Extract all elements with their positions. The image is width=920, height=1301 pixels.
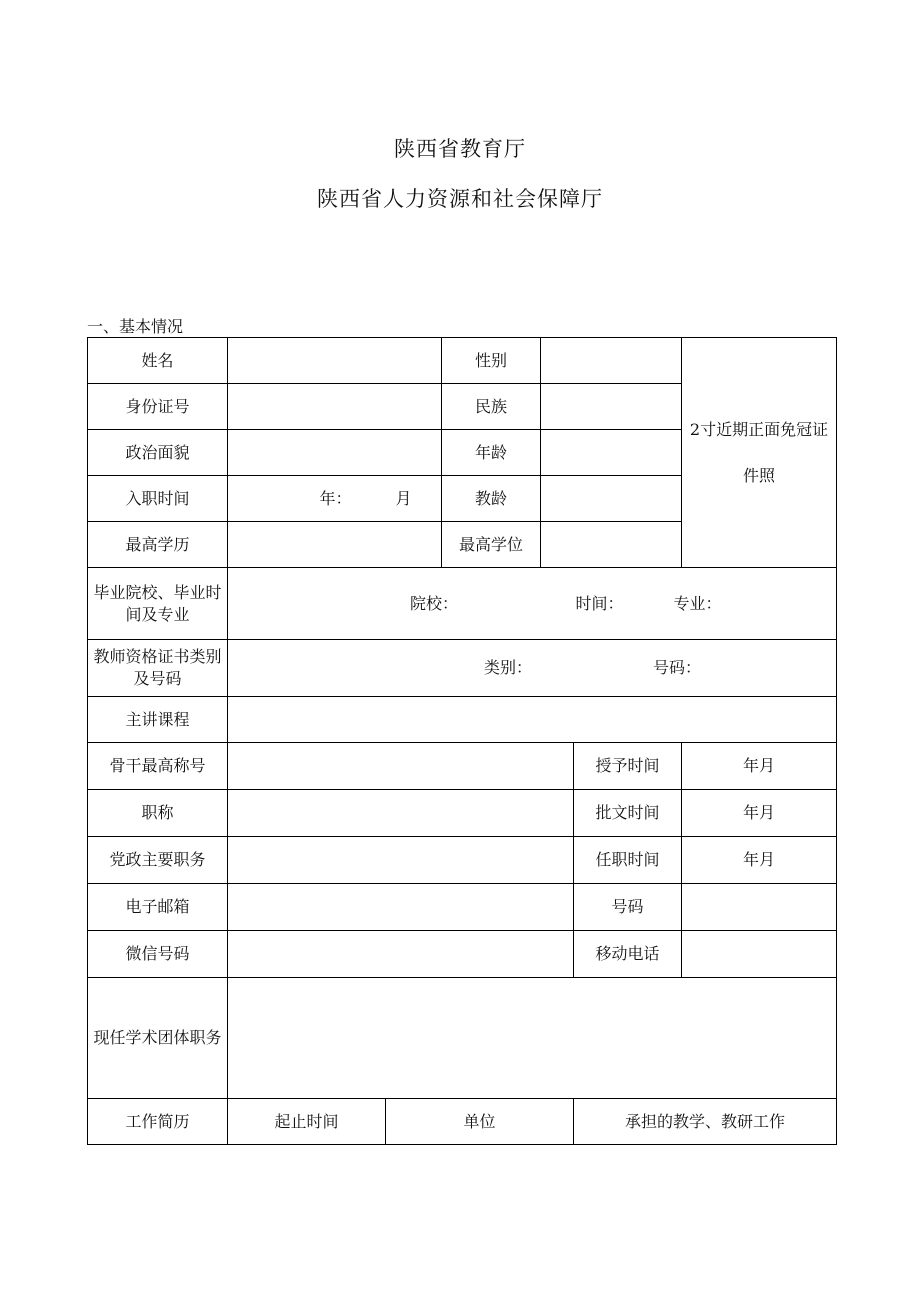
professional-title-field[interactable]: [228, 790, 574, 837]
label-backbone-title: 骨干最高称号: [88, 743, 228, 790]
issuer-title-education: 陕西省教育厅: [394, 137, 526, 161]
grant-time-field[interactable]: 年月: [682, 743, 837, 790]
year-unit: 年：: [319, 488, 352, 508]
photo-note: 2寸近期正面免冠证件照: [689, 419, 829, 485]
hire-date-field[interactable]: [228, 476, 442, 522]
academic-positions-field[interactable]: [228, 978, 837, 1099]
age-field[interactable]: [541, 430, 682, 476]
label-number: 号码: [574, 884, 682, 931]
label-academic-positions: 现任学术团体职务: [88, 978, 228, 1099]
basic-info-table: [87, 337, 837, 1145]
teaching-years-field[interactable]: [541, 476, 682, 522]
graduation-field[interactable]: [228, 568, 837, 640]
label-ethnicity: 民族: [442, 384, 541, 430]
label-work-history: 工作简历: [88, 1099, 228, 1145]
label-highest-education: 最高学历: [88, 522, 228, 568]
teacher-certificate-field[interactable]: [228, 640, 837, 697]
header-unit: 单位: [386, 1099, 574, 1145]
gender-field[interactable]: [541, 338, 682, 384]
label-political-status: 政治面貌: [88, 430, 228, 476]
label-name: 姓名: [88, 338, 228, 384]
time-label: 时间：: [575, 593, 624, 613]
label-approval-time: 批文时间: [574, 790, 682, 837]
party-position-field[interactable]: [228, 837, 574, 884]
label-teacher-certificate: 教师资格证书类别及号码: [88, 640, 228, 697]
label-email: 电子邮箱: [88, 884, 228, 931]
label-teaching-years: 教龄: [442, 476, 541, 522]
backbone-title-field[interactable]: [228, 743, 574, 790]
label-professional-title: 职称: [88, 790, 228, 837]
highest-degree-field[interactable]: [541, 522, 682, 568]
header-period: 起止时间: [228, 1099, 386, 1145]
issuer-title-hrss: 陕西省人力资源和社会保障厅: [317, 187, 603, 211]
main-courses-field[interactable]: [228, 697, 837, 743]
id-number-field[interactable]: [228, 384, 442, 430]
month-unit: 月: [395, 488, 412, 508]
mobile-field[interactable]: [682, 931, 837, 978]
section-title: 一、基本情况: [87, 317, 184, 336]
label-party-position: 党政主要职务: [88, 837, 228, 884]
number-field[interactable]: [682, 884, 837, 931]
label-grant-time: 授予时间: [574, 743, 682, 790]
label-id-number: 身份证号: [88, 384, 228, 430]
email-field[interactable]: [228, 884, 574, 931]
photo-box[interactable]: [682, 338, 837, 568]
label-graduation: 毕业院校、毕业时间及专业: [88, 568, 228, 640]
political-status-field[interactable]: [228, 430, 442, 476]
label-hire-date: 入职时间: [88, 476, 228, 522]
school-label: 院校：: [409, 593, 458, 613]
major-label: 专业：: [673, 593, 722, 613]
label-gender: 性别: [442, 338, 541, 384]
label-main-courses: 主讲课程: [88, 697, 228, 743]
name-field[interactable]: [228, 338, 442, 384]
number-label: 号码：: [652, 658, 701, 677]
ethnicity-field[interactable]: [541, 384, 682, 430]
label-mobile: 移动电话: [574, 931, 682, 978]
category-label: 类别：: [483, 658, 532, 677]
approval-time-field[interactable]: 年月: [682, 790, 837, 837]
label-appointment-time: 任职时间: [574, 837, 682, 884]
label-wechat: 微信号码: [88, 931, 228, 978]
label-highest-degree: 最高学位: [442, 522, 541, 568]
highest-education-field[interactable]: [228, 522, 442, 568]
appointment-time-field[interactable]: 年月: [682, 837, 837, 884]
wechat-field[interactable]: [228, 931, 574, 978]
label-age: 年龄: [442, 430, 541, 476]
header-teaching-research: 承担的教学、教研工作: [574, 1099, 837, 1145]
